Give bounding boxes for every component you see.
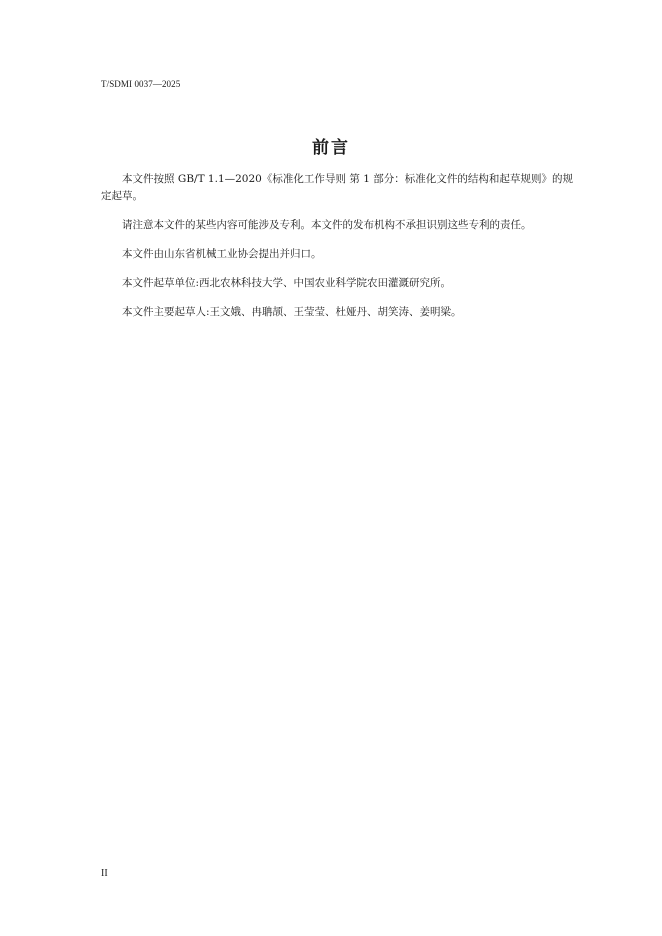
paragraph-proposer: 本文件由山东省机械工业协会提出并归口。	[122, 248, 322, 260]
page-title: 前言	[312, 138, 350, 158]
paragraph-drafting-rules: 本文件按照 GB/T 1.1—2020《标准化工作导则 第 1 部分：标准化文件的结构和起草规则》的规定起草。	[101, 173, 573, 202]
paragraph-drafting-units: 本文件起草单位:西北农林科技大学、中国农业科学院农田灌溉研究所。	[122, 277, 452, 289]
paragraph-drafters: 本文件主要起草人:王文娥、冉聃颉、王莹莹、杜娅丹、胡笑涛、姜明梁。	[122, 306, 462, 318]
paragraph-patent-notice: 请注意本文件的某些内容可能涉及专利。本文件的发布机构不承担识别这些专利的责任。	[122, 219, 532, 231]
foreword-body	[101, 171, 573, 333]
page-number: II	[101, 868, 108, 879]
document-code: T/SDMI 0037—2025	[101, 79, 181, 89]
